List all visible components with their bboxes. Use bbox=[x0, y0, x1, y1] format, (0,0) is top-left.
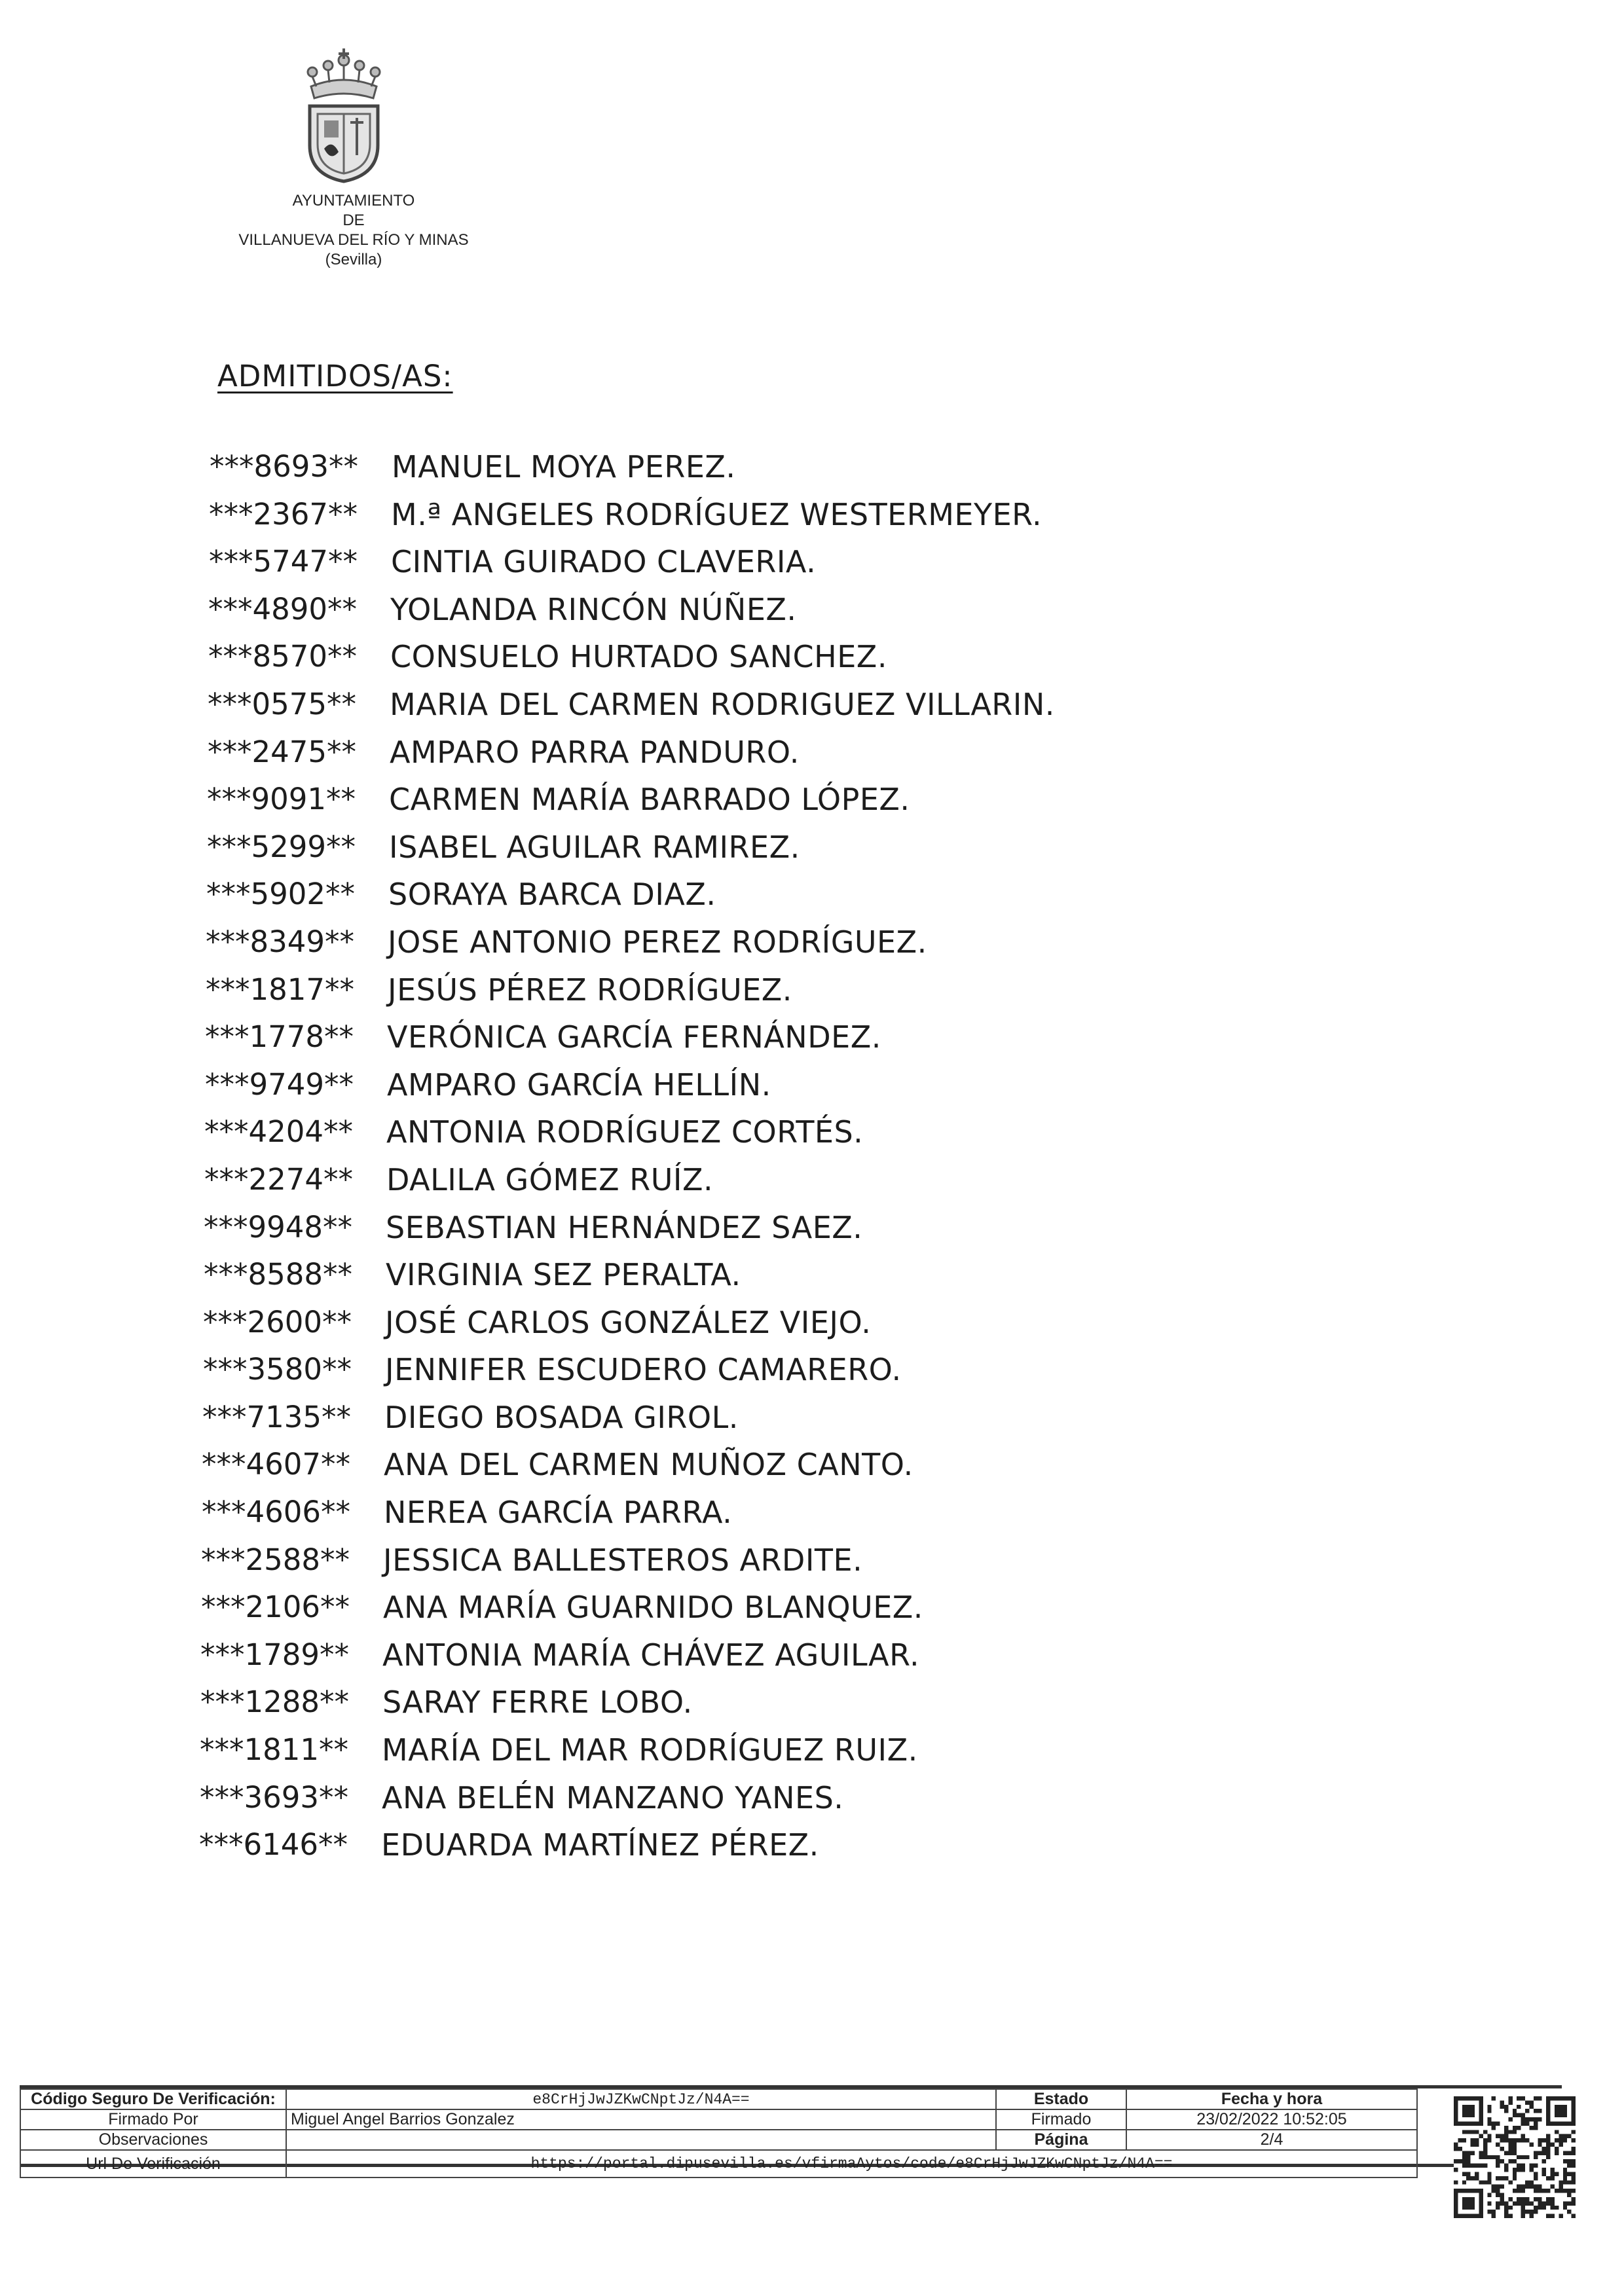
list-item bbox=[201, 687, 1185, 735]
applicant-name: CONSUELO HURTADO SANCHEZ. bbox=[390, 639, 887, 675]
applicant-code: ***0575** bbox=[208, 686, 357, 721]
applicant-code: ***4606** bbox=[202, 1495, 351, 1530]
qr-code-icon bbox=[1454, 2096, 1576, 2218]
list-item bbox=[201, 735, 1185, 782]
applicant-code: ***8693** bbox=[210, 449, 359, 484]
applicant-name: ISABEL AGUILAR RAMIREZ. bbox=[389, 829, 800, 865]
list-item bbox=[198, 1067, 1185, 1115]
org-line-3: VILLANUEVA DEL RÍO Y MINAS bbox=[238, 231, 469, 249]
applicant-name: NEREA GARCÍA PARRA. bbox=[384, 1495, 733, 1531]
list-item bbox=[198, 1019, 1185, 1067]
applicant-name: VIRGINIA SEZ PERALTA. bbox=[386, 1257, 741, 1293]
list-item bbox=[200, 877, 1185, 924]
signature-footer bbox=[20, 2085, 1562, 2173]
org-line-1: AYUNTAMIENTO bbox=[292, 192, 415, 210]
applicant-code: ***2106** bbox=[201, 1590, 350, 1625]
applicant-code: ***1817** bbox=[206, 972, 355, 1007]
applicant-code: ***1288** bbox=[200, 1685, 350, 1720]
applicant-name: CARMEN MARÍA BARRADO LÓPEZ. bbox=[389, 782, 910, 818]
applicant-name: SARAY FERRE LOBO. bbox=[382, 1685, 693, 1721]
applicant-name: VERÓNICA GARCÍA FERNÁNDEZ. bbox=[387, 1019, 881, 1055]
applicant-code: ***3580** bbox=[203, 1352, 352, 1387]
list-item bbox=[203, 449, 1185, 497]
org-line-2: DE bbox=[342, 211, 365, 229]
applicant-name: SORAYA BARCA DIAZ. bbox=[388, 877, 716, 913]
applicant-name: JOSÉ CARLOS GONZÁLEZ VIEJO. bbox=[385, 1304, 872, 1340]
applicant-code: ***1811** bbox=[200, 1732, 349, 1768]
list-item bbox=[199, 972, 1185, 1020]
applicant-code: ***7135** bbox=[202, 1399, 352, 1434]
applicant-code: ***2600** bbox=[203, 1304, 352, 1339]
list-item bbox=[193, 1780, 1185, 1828]
applicant-code: ***2367** bbox=[209, 496, 358, 532]
applicant-code: ***9948** bbox=[204, 1209, 353, 1245]
pagina-label: Página bbox=[996, 2130, 1126, 2150]
url-value[interactable]: https://portal.dipusevilla.es/vfirmaAytos/code/e8CrHjJwJZKwCNptJz/N4A== bbox=[286, 2150, 1417, 2178]
list-item bbox=[199, 924, 1185, 972]
applicant-name: JENNIFER ESCUDERO CAMARERO. bbox=[385, 1352, 902, 1388]
admitted-list bbox=[199, 449, 1185, 1875]
applicant-name: M.ª ANGELES RODRÍGUEZ WESTERMEYER. bbox=[391, 496, 1043, 532]
fecha-label: Fecha y hora bbox=[1126, 2089, 1417, 2109]
applicant-name: SEBASTIAN HERNÁNDEZ SAEZ. bbox=[386, 1209, 863, 1245]
applicant-code: ***2274** bbox=[204, 1161, 354, 1197]
signature-table bbox=[20, 2088, 1418, 2178]
applicant-code: ***8570** bbox=[208, 639, 358, 674]
list-item bbox=[202, 592, 1185, 640]
applicant-code: ***5747** bbox=[209, 544, 358, 579]
list-item bbox=[198, 1114, 1185, 1162]
applicant-name: MANUEL MOYA PEREZ. bbox=[392, 449, 736, 484]
applicant-name: ANA MARÍA GUARNIDO BLANQUEZ. bbox=[383, 1590, 923, 1626]
applicant-code: ***4890** bbox=[208, 591, 358, 627]
applicant-code: ***8588** bbox=[204, 1257, 353, 1292]
list-item bbox=[202, 497, 1185, 545]
applicant-name: EDUARDA MARTÍNEZ PÉREZ. bbox=[381, 1827, 819, 1863]
firmado-por-value: Miguel Angel Barrios Gonzalez bbox=[286, 2109, 996, 2130]
list-item bbox=[200, 829, 1185, 877]
applicant-code: ***2588** bbox=[201, 1542, 350, 1577]
applicant-code: ***9091** bbox=[207, 782, 356, 817]
coat-of-arms-icon bbox=[298, 41, 390, 185]
applicant-name: DALILA GÓMEZ RUÍZ. bbox=[386, 1161, 714, 1197]
applicant-code: ***3693** bbox=[200, 1779, 349, 1815]
pagina-value: 2/4 bbox=[1126, 2130, 1417, 2150]
list-item bbox=[195, 1447, 1185, 1495]
applicant-name: ANTONIA MARÍA CHÁVEZ AGUILAR. bbox=[382, 1637, 920, 1673]
applicant-code: ***1789** bbox=[200, 1637, 350, 1672]
applicant-code: ***4204** bbox=[204, 1114, 354, 1150]
url-label: Url De Verificación bbox=[20, 2150, 286, 2178]
fecha-value: 23/02/2022 10:52:05 bbox=[1126, 2109, 1417, 2130]
applicant-name: JESÚS PÉREZ RODRÍGUEZ. bbox=[388, 972, 792, 1008]
applicant-name: MARIA DEL CARMEN RODRIGUEZ VILLARIN. bbox=[390, 686, 1055, 722]
list-item bbox=[194, 1637, 1185, 1685]
list-item bbox=[193, 1827, 1185, 1875]
applicant-code: ***1778** bbox=[205, 1019, 354, 1055]
applicant-name: CINTIA GUIRADO CLAVERIA. bbox=[391, 544, 817, 580]
org-line-4: (Sevilla) bbox=[325, 251, 382, 268]
section-heading: ADMITIDOS/AS: bbox=[217, 359, 453, 393]
csv-label: Código Seguro De Verificación: bbox=[20, 2089, 286, 2109]
applicant-name: MARÍA DEL MAR RODRÍGUEZ RUIZ. bbox=[382, 1732, 918, 1768]
applicant-name: AMPARO GARCÍA HELLÍN. bbox=[387, 1066, 771, 1102]
applicant-code: ***2475** bbox=[208, 734, 357, 769]
list-item bbox=[195, 1495, 1185, 1542]
list-item bbox=[194, 1590, 1185, 1637]
applicant-code: ***9749** bbox=[205, 1066, 354, 1102]
estado-value: Firmado bbox=[996, 2109, 1126, 2130]
list-item bbox=[194, 1542, 1185, 1590]
applicant-code: ***4607** bbox=[202, 1447, 351, 1482]
list-item bbox=[197, 1257, 1185, 1305]
firmado-por-label: Firmado Por bbox=[20, 2109, 286, 2130]
applicant-name: ANA DEL CARMEN MUÑOZ CANTO. bbox=[384, 1447, 913, 1483]
applicant-name: JOSE ANTONIO PEREZ RODRÍGUEZ. bbox=[388, 924, 927, 960]
observaciones-label: Observaciones bbox=[20, 2130, 286, 2150]
list-item bbox=[202, 639, 1185, 687]
applicant-code: ***5299** bbox=[207, 829, 356, 864]
applicant-name: ANA BELÉN MANZANO YANES. bbox=[382, 1779, 844, 1815]
list-item bbox=[198, 1162, 1185, 1210]
list-item bbox=[200, 782, 1185, 829]
applicant-code: ***8349** bbox=[206, 924, 355, 959]
list-item bbox=[196, 1400, 1185, 1448]
list-item bbox=[196, 1305, 1185, 1353]
list-item bbox=[194, 1685, 1185, 1732]
applicant-name: DIEGO BOSADA GIROL. bbox=[384, 1399, 739, 1435]
applicant-name: ANTONIA RODRÍGUEZ CORTÉS. bbox=[386, 1114, 864, 1150]
list-item bbox=[193, 1732, 1185, 1780]
csv-value: e8CrHjJwJZKwCNptJz/N4A== bbox=[286, 2089, 996, 2109]
applicant-code: ***5902** bbox=[206, 877, 356, 912]
applicant-name: AMPARO PARRA PANDURO. bbox=[390, 734, 800, 770]
applicant-code: ***6146** bbox=[199, 1827, 348, 1863]
list-item bbox=[196, 1352, 1185, 1400]
organization-block bbox=[190, 191, 517, 270]
estado-label: Estado bbox=[996, 2089, 1126, 2109]
list-item bbox=[197, 1210, 1185, 1258]
list-item bbox=[202, 544, 1185, 592]
applicant-name: JESSICA BALLESTEROS ARDITE. bbox=[383, 1542, 863, 1578]
applicant-name: YOLANDA RINCÓN NÚÑEZ. bbox=[390, 591, 797, 627]
observaciones-value bbox=[286, 2130, 996, 2150]
